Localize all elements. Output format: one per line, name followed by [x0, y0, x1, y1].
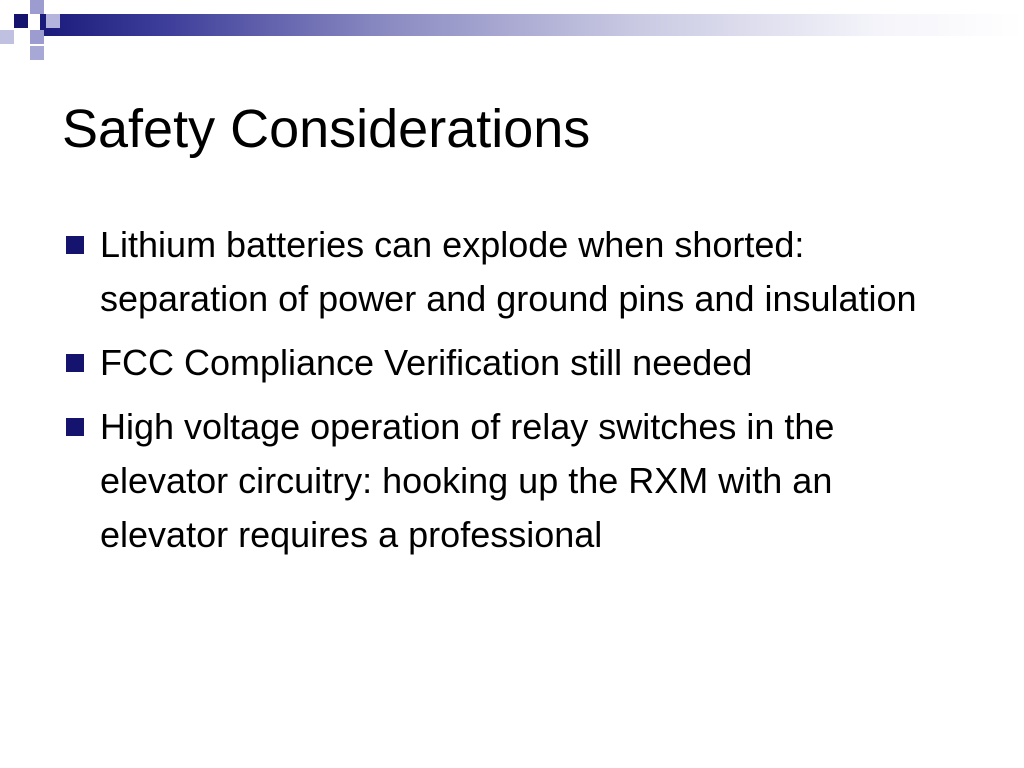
- square-bullet-icon: [66, 236, 84, 254]
- square-bullet-icon: [66, 354, 84, 372]
- decorative-square: [0, 30, 14, 44]
- square-bullet-icon: [66, 418, 84, 436]
- slide-title: Safety Considerations: [62, 99, 591, 159]
- decorative-square: [30, 30, 44, 44]
- decorative-square: [46, 14, 60, 28]
- bullet-text: Lithium batteries can explode when shorted: separation of power and ground pins and insulation: [100, 224, 917, 319]
- bullet-list: [64, 218, 964, 572]
- decorative-square: [14, 14, 28, 28]
- bullet-text: FCC Compliance Verification still needed: [100, 342, 753, 383]
- bullet-item: [64, 336, 964, 390]
- decorative-square: [30, 0, 44, 14]
- header-gradient-band: [40, 14, 1024, 36]
- bullet-item: [64, 400, 964, 562]
- bullet-item: [64, 218, 964, 326]
- decorative-square: [30, 46, 44, 60]
- bullet-text: High voltage operation of relay switches in the elevator circuitry: hooking up the RXM with an elevator requires a professional: [100, 406, 835, 555]
